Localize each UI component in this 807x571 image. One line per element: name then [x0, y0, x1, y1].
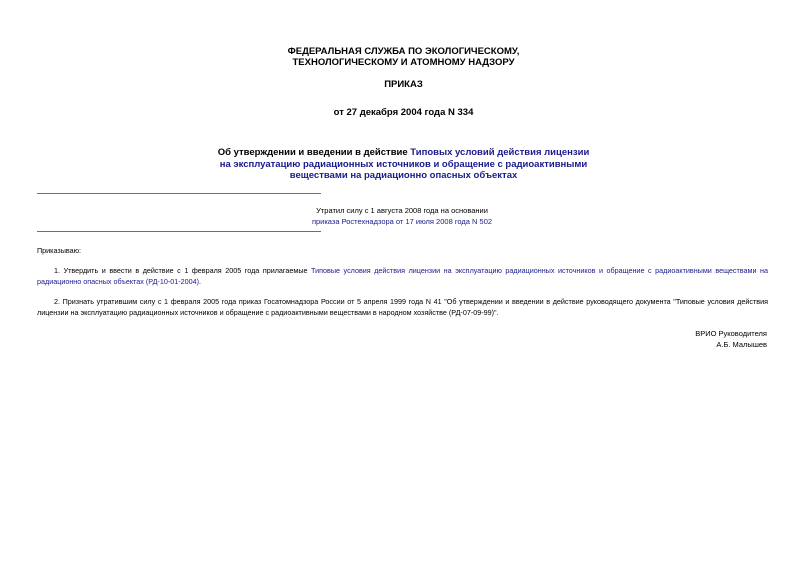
doc-title-prefix: Об утверждении и введении в действие: [217, 147, 411, 158]
divider-bottom: [37, 231, 321, 232]
doc-title-line1: [0, 147, 807, 159]
paragraph-1-text: 1. Утвердить и ввести в действие с 1 февраля 2005 года прилагаемые: [54, 266, 312, 275]
paragraph-1: [37, 265, 768, 287]
signature-name: А.Б. Малышев: [716, 340, 767, 349]
paragraph-2: 2. Признать утратившим силу с 1 февраля 2005 года приказ Госатомнадзора России от 5 апреля 1999 года N 41 "Об утверждении и введении в действие руководящего документа "Типовые условия действия лицензии на эксплуатацию радиационных источников и обращение с радиоактивными веществами в народном хозяйстве (РД-07-09-99)".: [37, 297, 768, 317]
doc-title-link-part3[interactable]: веществами на радиационно опасных объектах: [289, 170, 518, 181]
intro-text: Приказываю:: [37, 246, 81, 255]
paragraph-1-end: .: [198, 277, 201, 286]
agency-name-line2: ТЕХНОЛОГИЧЕСКОМУ И АТОМНОМУ НАДЗОРУ: [292, 57, 515, 68]
agency-name-line1: ФЕДЕРАЛЬНАЯ СЛУЖБА ПО ЭКОЛОГИЧЕСКОМУ,: [287, 46, 520, 57]
paragraph-1-link[interactable]: Типовые условия действия лицензии на эксплуатацию радиационных источников и обращение с радиоактивными веществами на радиационно опасных объектах (РД-10-01-2004): [37, 266, 768, 286]
doc-date-number: от 27 декабря 2004 года N 334: [333, 107, 474, 118]
status-note-text: Утратил силу с 1 августа 2008 года на основании: [316, 206, 488, 215]
signature-position: ВРИО Руководителя: [695, 329, 767, 338]
doc-type: ПРИКАЗ: [384, 79, 423, 90]
doc-title-link-part1[interactable]: Типовых условий действия лицензии: [410, 147, 590, 158]
status-note-link[interactable]: приказа Ростехнадзора от 17 июля 2008 года N 502: [311, 217, 493, 226]
doc-title-link-part2[interactable]: на эксплуатацию радиационных источников и обращение с радиоактивными: [219, 158, 588, 170]
divider-top: [37, 193, 321, 194]
